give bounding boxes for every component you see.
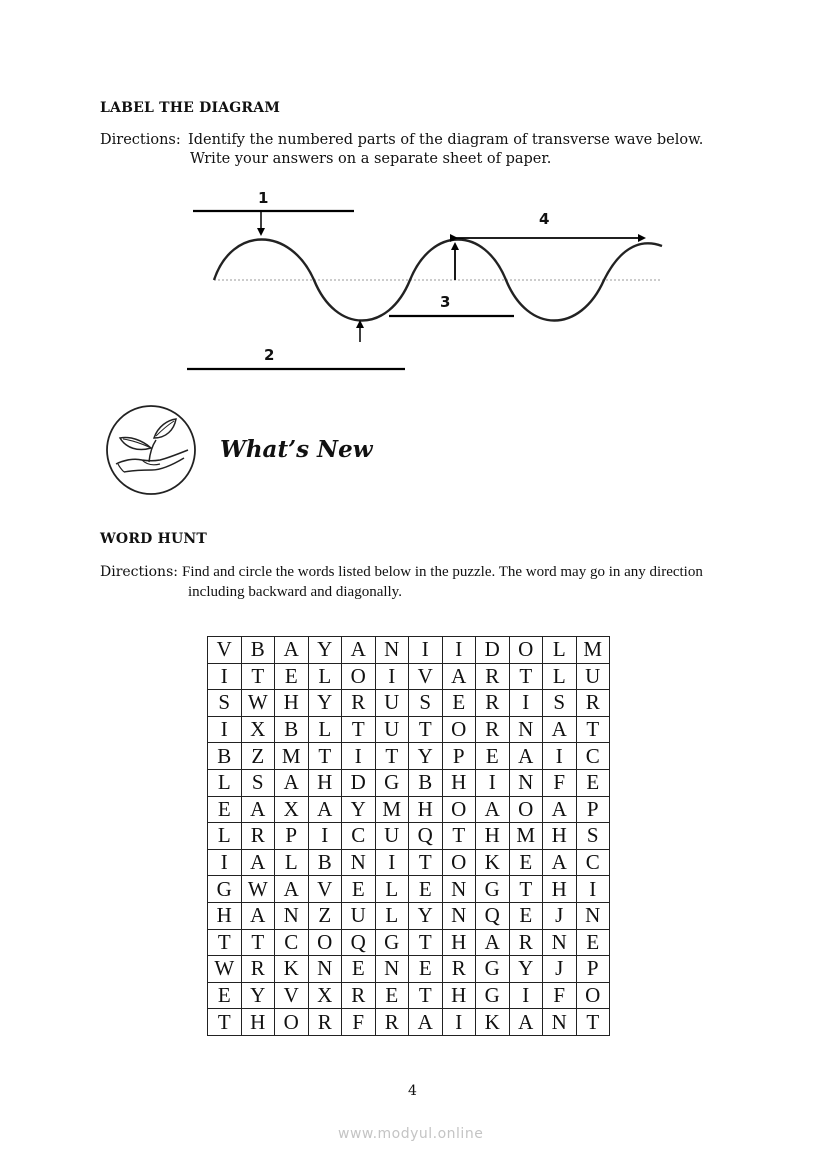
grid-cell[interactable]: T [409, 716, 443, 743]
grid-cell[interactable]: A [442, 663, 476, 690]
grid-cell[interactable]: V [275, 982, 309, 1009]
transverse-wave-diagram [0, 0, 826, 400]
grid-cell[interactable]: U [375, 716, 409, 743]
grid-cell[interactable]: J [543, 956, 577, 983]
directions-label: Directions: [100, 132, 181, 148]
word-hunt-directions [100, 562, 800, 604]
grid-cell[interactable]: Y [409, 902, 443, 929]
grid-cell[interactable]: H [543, 823, 577, 850]
grid-cell[interactable]: O [576, 982, 610, 1009]
grid-cell[interactable]: C [576, 743, 610, 770]
grid-cell[interactable]: A [543, 796, 577, 823]
grid-cell[interactable]: T [375, 743, 409, 770]
grid-cell[interactable]: T [576, 716, 610, 743]
grid-cell[interactable]: T [409, 982, 443, 1009]
grid-row [208, 690, 610, 717]
grid-cell[interactable]: Q [342, 929, 376, 956]
diagram-label-3: 3 [440, 293, 451, 311]
grid-cell[interactable]: E [375, 982, 409, 1009]
grid-cell[interactable]: D [342, 769, 376, 796]
grid-cell[interactable]: G [476, 956, 510, 983]
grid-cell[interactable]: M [509, 823, 543, 850]
grid-cell[interactable]: N [576, 902, 610, 929]
grid-cell[interactable]: M [275, 743, 309, 770]
grid-cell[interactable]: W [241, 690, 275, 717]
grid-cell[interactable]: Y [509, 956, 543, 983]
grid-cell[interactable]: L [543, 637, 577, 664]
grid-cell[interactable]: H [208, 902, 242, 929]
grid-cell[interactable]: E [208, 796, 242, 823]
grid-cell[interactable]: T [576, 1009, 610, 1036]
diagram-label-1: 1 [258, 189, 269, 207]
grid-cell[interactable]: P [275, 823, 309, 850]
grid-cell[interactable]: S [576, 823, 610, 850]
grid-cell[interactable]: N [509, 769, 543, 796]
grid-cell[interactable]: U [576, 663, 610, 690]
grid-cell[interactable]: A [241, 849, 275, 876]
grid-cell[interactable]: T [509, 663, 543, 690]
grid-cell[interactable]: T [409, 849, 443, 876]
grid-cell[interactable]: K [275, 956, 309, 983]
grid-cell[interactable]: G [476, 876, 510, 903]
grid-cell[interactable]: N [375, 956, 409, 983]
grid-cell[interactable]: B [241, 637, 275, 664]
grid-cell[interactable]: Y [342, 796, 376, 823]
grid-cell[interactable]: N [375, 637, 409, 664]
grid-cell[interactable]: E [409, 876, 443, 903]
grid-cell[interactable]: I [442, 1009, 476, 1036]
grid-cell[interactable]: R [342, 982, 376, 1009]
grid-cell[interactable]: A [308, 796, 342, 823]
grid-cell[interactable]: R [476, 663, 510, 690]
grid-cell[interactable]: R [375, 1009, 409, 1036]
grid-cell[interactable]: O [509, 637, 543, 664]
grid-cell[interactable]: H [409, 796, 443, 823]
grid-cell[interactable]: V [308, 876, 342, 903]
grid-cell[interactable]: R [308, 1009, 342, 1036]
grid-row [208, 1009, 610, 1036]
grid-cell[interactable]: E [342, 876, 376, 903]
grid-cell[interactable]: A [476, 796, 510, 823]
grid-cell[interactable]: H [476, 823, 510, 850]
grid-cell[interactable]: I [208, 849, 242, 876]
grid-cell[interactable]: M [576, 637, 610, 664]
grid-cell[interactable]: I [208, 663, 242, 690]
grid-cell[interactable]: E [208, 982, 242, 1009]
grid-cell[interactable]: O [442, 716, 476, 743]
grid-cell[interactable]: C [342, 823, 376, 850]
grid-row [208, 982, 610, 1009]
grid-cell[interactable]: E [275, 663, 309, 690]
grid-row [208, 929, 610, 956]
grid-cell[interactable]: I [208, 716, 242, 743]
whats-new-title: What’s New [220, 436, 373, 463]
grid-cell[interactable]: Q [409, 823, 443, 850]
grid-cell[interactable]: T [208, 929, 242, 956]
grid-cell[interactable]: L [208, 823, 242, 850]
grid-cell[interactable]: F [342, 1009, 376, 1036]
grid-cell[interactable]: N [275, 902, 309, 929]
grid-cell[interactable]: T [409, 929, 443, 956]
grid-cell[interactable]: T [342, 716, 376, 743]
grid-cell[interactable]: I [342, 743, 376, 770]
grid-row [208, 716, 610, 743]
grid-cell[interactable]: H [442, 769, 476, 796]
grid-cell[interactable]: W [208, 956, 242, 983]
grid-cell[interactable]: T [208, 1009, 242, 1036]
grid-cell[interactable]: O [509, 796, 543, 823]
grid-cell[interactable]: U [375, 690, 409, 717]
grid-cell[interactable]: I [375, 663, 409, 690]
grid-cell[interactable]: E [576, 769, 610, 796]
directions-line-1: Identify the numbered parts of the diagram of transverse wave below. [188, 132, 704, 148]
grid-cell[interactable]: T [241, 929, 275, 956]
grid-cell[interactable]: E [409, 956, 443, 983]
grid-row [208, 796, 610, 823]
grid-cell[interactable]: S [409, 690, 443, 717]
grid-cell[interactable]: N [509, 716, 543, 743]
word-hunt-heading: WORD HUNT [100, 531, 208, 547]
grid-cell[interactable]: E [509, 902, 543, 929]
grid-cell[interactable]: X [241, 716, 275, 743]
grid-cell[interactable]: G [375, 769, 409, 796]
grid-cell[interactable]: R [241, 956, 275, 983]
grid-cell[interactable]: H [308, 769, 342, 796]
grid-cell[interactable]: K [476, 1009, 510, 1036]
grid-cell[interactable]: D [476, 637, 510, 664]
grid-cell[interactable]: A [543, 716, 577, 743]
grid-cell[interactable]: F [543, 769, 577, 796]
grid-cell[interactable]: T [442, 823, 476, 850]
grid-cell[interactable]: I [543, 743, 577, 770]
grid-cell[interactable]: P [442, 743, 476, 770]
grid-cell[interactable]: J [543, 902, 577, 929]
grid-cell[interactable]: E [509, 849, 543, 876]
diagram-label-2: 2 [264, 346, 275, 364]
grid-cell[interactable]: E [576, 929, 610, 956]
grid-cell[interactable]: R [241, 823, 275, 850]
grid-cell[interactable]: U [342, 902, 376, 929]
grid-cell[interactable]: I [509, 690, 543, 717]
directions-line-1: Find and circle the words listed below in the puzzle. The word may go in any direction [182, 564, 703, 580]
grid-cell[interactable]: B [308, 849, 342, 876]
grid-cell[interactable]: I [442, 637, 476, 664]
grid-cell[interactable]: A [409, 1009, 443, 1036]
grid-cell[interactable]: L [543, 663, 577, 690]
grid-cell[interactable]: A [241, 902, 275, 929]
grid-cell[interactable]: V [409, 663, 443, 690]
grid-cell[interactable]: I [576, 876, 610, 903]
grid-cell[interactable]: G [476, 982, 510, 1009]
grid-cell[interactable]: T [241, 663, 275, 690]
grid-cell[interactable]: Y [308, 637, 342, 664]
grid-row [208, 743, 610, 770]
grid-cell[interactable]: V [208, 637, 242, 664]
grid-cell[interactable]: G [208, 876, 242, 903]
grid-cell[interactable]: R [576, 690, 610, 717]
grid-cell[interactable]: Z [308, 902, 342, 929]
grid-cell[interactable]: L [208, 769, 242, 796]
grid-cell[interactable]: A [476, 929, 510, 956]
grid-cell[interactable]: A [509, 743, 543, 770]
grid-row [208, 823, 610, 850]
grid-cell[interactable]: I [308, 823, 342, 850]
grid-cell[interactable]: O [308, 929, 342, 956]
page-number: 4 [408, 1083, 417, 1099]
grid-cell[interactable]: X [275, 796, 309, 823]
grid-cell[interactable]: A [275, 637, 309, 664]
grid-cell[interactable]: O [442, 849, 476, 876]
grid-cell[interactable]: B [409, 769, 443, 796]
grid-cell[interactable]: L [308, 663, 342, 690]
grid-cell[interactable]: A [509, 1009, 543, 1036]
grid-cell[interactable]: W [241, 876, 275, 903]
directions-line-2: Write your answers on a separate sheet of paper. [190, 151, 552, 167]
grid-cell[interactable]: R [342, 690, 376, 717]
grid-cell[interactable]: A [275, 769, 309, 796]
grid-row [208, 902, 610, 929]
grid-cell[interactable]: Z [241, 743, 275, 770]
grid-cell[interactable]: L [375, 876, 409, 903]
grid-cell[interactable]: P [576, 956, 610, 983]
grid-cell[interactable]: E [442, 690, 476, 717]
grid-cell[interactable]: S [241, 769, 275, 796]
grid-cell[interactable]: Y [241, 982, 275, 1009]
grid-cell[interactable]: E [476, 743, 510, 770]
grid-cell[interactable]: A [275, 876, 309, 903]
grid-cell[interactable]: A [342, 637, 376, 664]
grid-cell[interactable]: A [241, 796, 275, 823]
grid-cell[interactable]: B [275, 716, 309, 743]
grid-cell[interactable]: E [342, 956, 376, 983]
grid-cell[interactable]: Y [409, 743, 443, 770]
grid-cell[interactable]: X [308, 982, 342, 1009]
grid-cell[interactable]: L [275, 849, 309, 876]
grid-cell[interactable]: R [509, 929, 543, 956]
directions-label: Directions: [100, 564, 178, 580]
grid-cell[interactable]: S [543, 690, 577, 717]
grid-cell[interactable]: G [375, 929, 409, 956]
grid-cell[interactable]: O [275, 1009, 309, 1036]
grid-cell[interactable]: C [576, 849, 610, 876]
grid-cell[interactable]: K [476, 849, 510, 876]
grid-cell[interactable]: H [543, 876, 577, 903]
grid-cell[interactable]: N [543, 929, 577, 956]
grid-cell[interactable]: H [442, 982, 476, 1009]
grid-cell[interactable]: N [342, 849, 376, 876]
grid-cell[interactable]: A [543, 849, 577, 876]
watermark: www.modyul.online [338, 1126, 484, 1142]
grid-row [208, 769, 610, 796]
grid-cell[interactable]: R [442, 956, 476, 983]
grid-cell[interactable]: R [476, 690, 510, 717]
grid-cell[interactable]: Y [308, 690, 342, 717]
word-search-grid [207, 636, 610, 1036]
grid-cell[interactable]: P [576, 796, 610, 823]
grid-row [208, 663, 610, 690]
grid-cell[interactable]: I [476, 769, 510, 796]
grid-cell[interactable]: I [509, 982, 543, 1009]
grid-cell[interactable]: M [375, 796, 409, 823]
grid-cell[interactable]: N [308, 956, 342, 983]
grid-cell[interactable]: S [208, 690, 242, 717]
grid-row [208, 637, 610, 664]
grid-row [208, 876, 610, 903]
grid-cell[interactable]: H [241, 1009, 275, 1036]
grid-cell[interactable]: B [208, 743, 242, 770]
grid-cell[interactable]: H [275, 690, 309, 717]
grid-cell[interactable]: U [375, 823, 409, 850]
grid-cell[interactable]: I [375, 849, 409, 876]
grid-cell[interactable]: F [543, 982, 577, 1009]
grid-row [208, 849, 610, 876]
grid-cell[interactable]: R [476, 716, 510, 743]
diagram-label-4: 4 [539, 210, 550, 228]
label-diagram-heading: LABEL THE DIAGRAM [100, 100, 281, 116]
hand-with-plant-icon [104, 404, 198, 496]
grid-cell[interactable]: T [509, 876, 543, 903]
grid-cell[interactable]: L [375, 902, 409, 929]
grid-cell[interactable]: H [442, 929, 476, 956]
grid-cell[interactable]: N [543, 1009, 577, 1036]
grid-cell[interactable]: O [342, 663, 376, 690]
grid-cell[interactable]: Q [476, 902, 510, 929]
directions-line-2: including backward and diagonally. [188, 584, 402, 600]
grid-row [208, 956, 610, 983]
grid-cell[interactable]: N [442, 902, 476, 929]
grid-cell[interactable]: T [308, 743, 342, 770]
grid-cell[interactable]: O [442, 796, 476, 823]
grid-cell[interactable]: C [275, 929, 309, 956]
grid-cell[interactable]: L [308, 716, 342, 743]
grid-cell[interactable]: I [409, 637, 443, 664]
grid-cell[interactable]: N [442, 876, 476, 903]
